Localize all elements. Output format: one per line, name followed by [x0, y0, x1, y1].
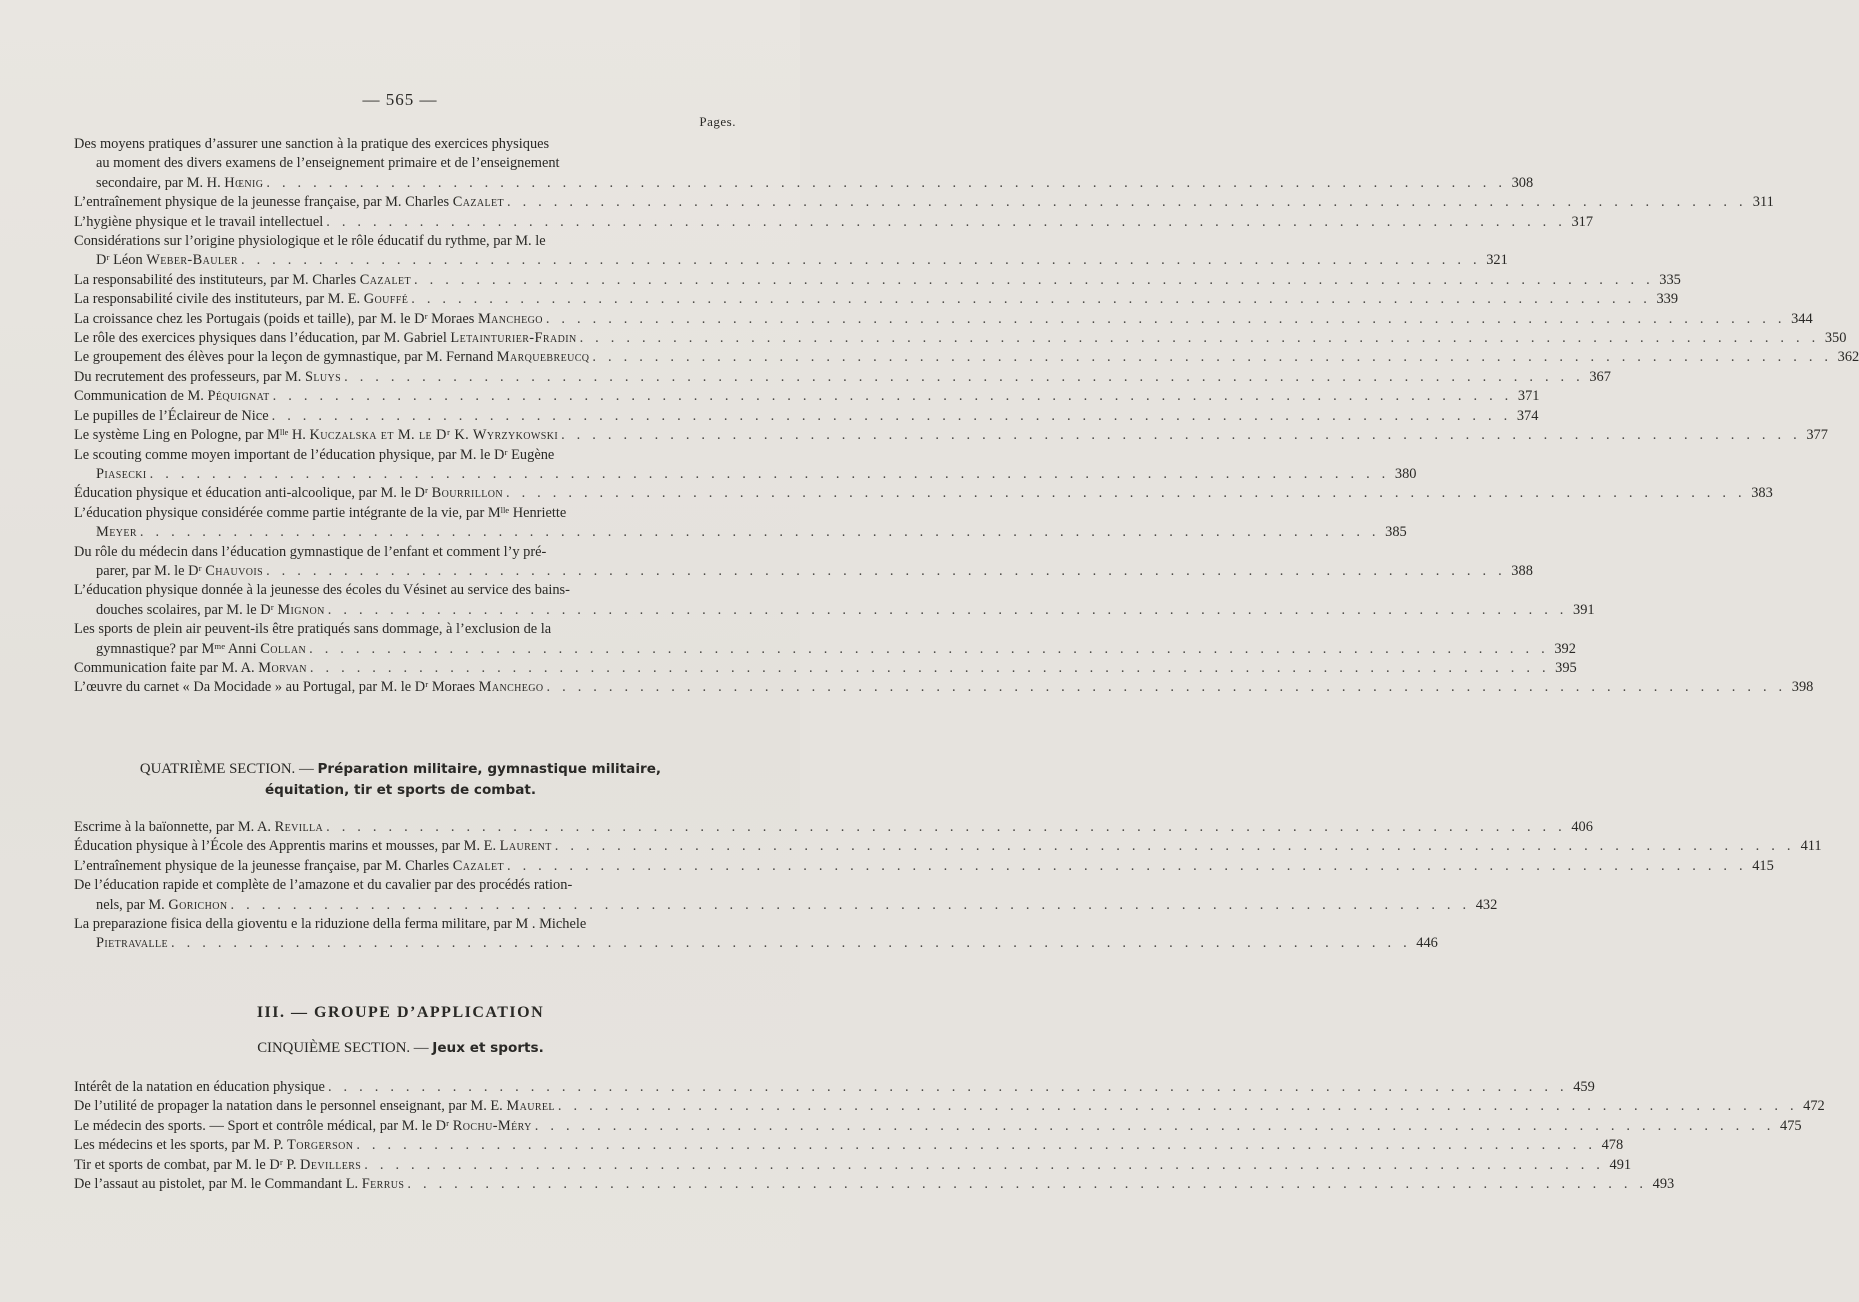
- toc-entry: [74, 232, 1508, 271]
- entry-title-text: La responsabilité des instituteurs, par M. Charles: [74, 271, 360, 288]
- toc-entry-line: Les sports de plein air peuvent-ils être pratiqués sans dommage, à l’exclusion de la: [74, 621, 552, 638]
- toc-entry-last-line: [74, 368, 1611, 387]
- entry-author: Bourrillon: [431, 485, 503, 502]
- leader-dots: . . . . . . . . . . . . . . . . . . . . . . . . . . . . . . . . . . . . . . . . . . . . . . . . . . . . . . . . . . . . . . . . . . . . . . . . . . . . . . . .: [356, 1137, 1597, 1154]
- toc-entry-line: Considérations sur l’origine physiologique et le rôle éducatif du rythme, par M. le: [74, 233, 546, 250]
- toc-entry-last-line: [74, 271, 1681, 290]
- entry-author: Cazalet: [452, 857, 504, 874]
- leader-dots: . . . . . . . . . . . . . . . . . . . . . . . . . . . . . . . . . . . . . . . . . . . . . . . . . . . . . . . . . . . . . . . . . . . . . . . . . . . . . . . .: [414, 271, 1654, 288]
- toc-entry: [74, 407, 1539, 426]
- toc-entry: [74, 213, 1594, 232]
- toc-entry: [74, 504, 1407, 543]
- entry-page-number: 388: [1511, 562, 1533, 579]
- entry-page-number: 383: [1751, 485, 1773, 502]
- entry-title-text: Le système Ling en Pologne, par Mˡˡᵉ H.: [74, 427, 310, 444]
- toc-entry-last-line: [74, 659, 1577, 678]
- entry-author: Mignon: [277, 601, 325, 618]
- toc-entry: [74, 310, 1813, 329]
- toc-entry: [74, 543, 1533, 582]
- toc-entry-text: [74, 1117, 532, 1136]
- toc-list-section-5: [74, 1078, 1825, 1194]
- toc-entry: [74, 659, 1577, 678]
- toc-entry: [74, 581, 1595, 620]
- toc-entry: [74, 484, 1773, 503]
- leader-dots: . . . . . . . . . . . . . . . . . . . . . . . . . . . . . . . . . . . . . . . . . . . . . . . . . . . . . . . . . . . . . . . . . . . . . . . . . . . . . . . .: [506, 194, 1747, 211]
- toc-entry-text: [96, 465, 147, 484]
- entry-page-number: 374: [1516, 407, 1539, 424]
- entry-author: Marquebreucq: [496, 349, 590, 366]
- leader-dots: . . . . . . . . . . . . . . . . . . . . . . . . . . . . . . . . . . . . . . . . . . . . . . . . . . . . . . . . . . . . . . . . . . . . . . . . . . . . . . . .: [327, 601, 1568, 618]
- toc-entry-last-line: [74, 1117, 1802, 1136]
- leader-dots: . . . . . . . . . . . . . . . . . . . . . . . . . . . . . . . . . . . . . . . . . . . . . . . . . . . . . . . . . . . . . . . . . . . . . . . . . . . . . . . .: [326, 819, 1566, 835]
- entry-page-number: 311: [1752, 194, 1774, 211]
- entry-author: Cazalet: [359, 271, 412, 288]
- toc-entry-text: [74, 271, 411, 290]
- entry-title-text: La responsabilité civile des instituteurs, par M. E.: [74, 291, 364, 308]
- toc-entry: [74, 290, 1679, 309]
- entry-author: Torgerson: [287, 1137, 354, 1154]
- toc-entry-text: [96, 562, 263, 581]
- leader-dots: . . . . . . . . . . . . . . . . . . . . . . . . . . . . . . . . . . . . . . . . . . . . . . . . . . . . . . . . . . . . . . . . . . . . . . . . . . . . . . . .: [326, 213, 1567, 230]
- entry-title-text: Dʳ Léon: [96, 252, 147, 269]
- toc-entry-text: [74, 1136, 353, 1155]
- toc-entry-text: [74, 659, 307, 678]
- entry-author: Revilla: [274, 819, 324, 835]
- toc-entry-last-line: [74, 1136, 1624, 1155]
- leader-dots: . . . . . . . . . . . . . . . . . . . . . . . . . . . . . . . . . . . . . . . . . . . . . . . . . . . . . . . . . . . . . . . . . . . . . . . . . . . . . . . .: [407, 1176, 1648, 1193]
- toc-entry: [74, 271, 1681, 290]
- entry-title-text: Escrime à la baïonnette, par M. A.: [74, 819, 275, 835]
- toc-entry-text: [74, 1156, 361, 1175]
- entry-title-text: Le médecin des sports. — Sport et contrôle médical, par M. le Dʳ: [74, 1117, 453, 1134]
- toc-entry-text: [96, 896, 228, 915]
- leader-dots: . . . . . . . . . . . . . . . . . . . . . . . . . . . . . . . . . . . . . . . . . . . . . . . . . . . . . . . . . . . . . . . . . . . . . . . . . . . . . . . .: [546, 679, 1787, 696]
- entry-page-number: 478: [1601, 1137, 1624, 1154]
- toc-entry-text: [74, 407, 269, 426]
- entry-author: Piasecki: [96, 465, 147, 482]
- toc-entry-last-line: [74, 1156, 1632, 1175]
- entry-title-text: Tir et sports de combat, par M. le Dʳ P.: [74, 1156, 301, 1173]
- entry-author: Rochu-Méry: [452, 1117, 532, 1134]
- toc-entry: [74, 446, 1417, 485]
- leader-dots: . . . . . . . . . . . . . . . . . . . . . . . . . . . . . . . . . . . . . . . . . . . . . . . . . . . . . . . . . . . . . . . . . . . . . . . . . . . . . . . .: [505, 485, 1746, 502]
- entry-title-text: Les médecins et les sports, par M. P.: [74, 1137, 288, 1154]
- entry-page-number: 491: [1609, 1156, 1632, 1173]
- section-4-title-line-2: équitation, tir et sports de combat.: [264, 782, 537, 798]
- toc-entry: [74, 1175, 1675, 1194]
- leader-dots: . . . . . . . . . . . . . . . . . . . . . . . . . . . . . . . . . . . . . . . . . . . . . . . . . . . . . . . . . . . . . . . . . . . . . . . . . . . . . . . .: [230, 896, 1471, 913]
- toc-entry-text: [74, 818, 323, 837]
- group-title: III. — GROUPE D’APPLICATION: [256, 1004, 545, 1021]
- entry-page-number: 391: [1573, 601, 1595, 618]
- toc-entry-line: Le scouting comme moyen important de l’éducation physique, par M. le Dʳ Eugène: [74, 446, 555, 463]
- leader-dots: . . . . . . . . . . . . . . . . . . . . . . . . . . . . . . . . . . . . . . . . . . . . . . . . . . . . . . . . . . . . . . . . . . . . . . . . . . . . . . . .: [592, 349, 1833, 366]
- toc-list-section-4: [74, 818, 1822, 954]
- toc-entry: [74, 1136, 1624, 1155]
- leader-dots: . . . . . . . . . . . . . . . . . . . . . . . . . . . . . . . . . . . . . . . . . . . . . . . . . . . . . . . . . . . . . . . . . . . . . . . . . . . . . . . .: [327, 1079, 1568, 1095]
- entry-page-number: 398: [1791, 679, 1814, 696]
- toc-entry-last-line: [74, 193, 1774, 212]
- entry-title-text: Du recrutement des professeurs, par M.: [74, 368, 305, 385]
- toc-entry: [74, 915, 1438, 954]
- toc-entry-last-line: [74, 934, 1438, 953]
- toc-entry: [74, 387, 1540, 406]
- entry-page-number: 317: [1571, 213, 1594, 230]
- toc-entry-text: [74, 484, 503, 503]
- entry-title-text: De l’utilité de propager la natation dans le personnel enseignant, par M. E.: [74, 1098, 507, 1115]
- leader-dots: . . . . . . . . . . . . . . . . . . . . . . . . . . . . . . . . . . . . . . . . . . . . . . . . . . . . . . . . . . . . . . . . . . . . . . . . . . . . . . . .: [545, 310, 1786, 327]
- toc-entry: [74, 837, 1822, 856]
- entry-author: Hœnig: [224, 174, 264, 191]
- toc-entry-text: [74, 290, 408, 309]
- entry-title-text: Éducation physique à l’École des Apprentis marins et mousses, par M. E.: [74, 838, 500, 855]
- leader-dots: . . . . . . . . . . . . . . . . . . . . . . . . . . . . . . . . . . . . . . . . . . . . . . . . . . . . . . . . . . . . . . . . . . . . . . . . . . . . . . . .: [309, 659, 1550, 676]
- toc-entry-last-line: [74, 1175, 1675, 1194]
- section-5-title: Jeux et sports.: [432, 1040, 544, 1056]
- leader-dots: . . . . . . . . . . . . . . . . . . . . . . . . . . . . . . . . . . . . . . . . . . . . . . . . . . . . . . . . . . . . . . . . . . . . . . . . . . . . . . . .: [271, 407, 1512, 424]
- toc-entry-text: [74, 387, 270, 406]
- entry-title-text: Le rôle des exercices physiques dans l’éducation, par M. Gabriel: [74, 330, 451, 347]
- toc-entry-last-line: [74, 407, 1539, 426]
- entry-title-text: Communication de M.: [74, 388, 208, 405]
- entry-title-text: Le pupilles de l’Éclaireur de Nice: [74, 407, 269, 424]
- entry-title-text: Communication faite par M. A.: [74, 659, 259, 676]
- toc-entry-last-line: [74, 465, 1417, 484]
- toc-entry-line: Du rôle du médecin dans l’éducation gymnastique de l’enfant et comment l’y pré-: [74, 543, 547, 560]
- leader-dots: . . . . . . . . . . . . . . . . . . . . . . . . . . . . . . . . . . . . . . . . . . . . . . . . . . . . . . . . . . . . . . . . . . . . . . . . . . . . . . . .: [579, 330, 1820, 347]
- entry-author: Sluys: [304, 368, 342, 385]
- toc-entry-last-line: [74, 213, 1594, 232]
- section-4-title-line-1: Préparation militaire, gymnastique militaire,: [317, 761, 662, 777]
- entry-author: Gorichon: [168, 896, 228, 913]
- entry-title-text: secondaire, par M. H.: [96, 174, 225, 191]
- entry-page-number: 385: [1385, 524, 1407, 541]
- leader-dots: . . . . . . . . . . . . . . . . . . . . . . . . . . . . . . . . . . . . . . . . . . . . . . . . . . . . . . . . . . . . . . . . . . . . . . . . . . . . . . . .: [364, 1156, 1605, 1173]
- entry-title-text: Éducation physique et éducation anti-alcoolique, par M. le Dʳ: [74, 485, 432, 502]
- toc-entry-last-line: [74, 290, 1679, 309]
- toc-entry-last-line: [74, 896, 1498, 915]
- toc-entry-text: [74, 1078, 325, 1097]
- toc-entry: [74, 876, 1498, 915]
- leader-dots: . . . . . . . . . . . . . . . . . . . . . . . . . . . . . . . . . . . . . . . . . . . . . . . . . . . . . . . . . . . . . . . . . . . . . . . . . . . . . . . .: [506, 857, 1747, 874]
- entry-page-number: 446: [1416, 935, 1438, 952]
- toc-entry-text: [96, 251, 238, 270]
- toc-entry-last-line: [74, 387, 1540, 406]
- toc-entry-line: L’éducation physique considérée comme partie intégrante de la vie, par Mˡˡᵉ Henriette: [74, 504, 567, 521]
- pages-column-label: Pages.: [699, 114, 736, 129]
- leader-dots: . . . . . . . . . . . . . . . . . . . . . . . . . . . . . . . . . . . . . . . . . . . . . . . . . . . . . . . . . . . . . . . . . . . . . . . . . . . . . . . .: [266, 562, 1506, 579]
- toc-entry-line: La preparazione fisica della gioventu e la riduzione della ferma militare, par M . Michele: [74, 916, 587, 933]
- leader-dots: . . . . . . . . . . . . . . . . . . . . . . . . . . . . . . . . . . . . . . . . . . . . . . . . . . . . . . . . . . . . . . . . . . . . . . . . . . . . . . . .: [411, 291, 1652, 308]
- entry-page-number: 321: [1486, 252, 1508, 269]
- entry-title-text: Le groupement des élèves pour la leçon de gymnastique, par M. Fernand: [74, 349, 497, 366]
- entry-page-number: 392: [1554, 640, 1576, 657]
- toc-entry: [74, 678, 1814, 697]
- toc-entry-last-line: [74, 348, 1859, 367]
- entry-author: Cazalet: [452, 194, 504, 211]
- entry-author: Weber-Bauler: [146, 252, 238, 269]
- leader-dots: . . . . . . . . . . . . . . . . . . . . . . . . . . . . . . . . . . . . . . . . . . . . . . . . . . . . . . . . . . . . . . . . . . . . . . . . . . . . . . . .: [554, 838, 1795, 855]
- entry-title-text: parer, par M. le Dʳ: [96, 562, 206, 579]
- entry-title-text: L’œuvre du carnet « Da Mocidade » au Portugal, par M. le Dʳ Moraes: [74, 679, 479, 696]
- entry-author: Maurel: [506, 1098, 555, 1115]
- entry-author: Pietravalle: [96, 935, 169, 952]
- entry-author: Gouffé: [363, 291, 409, 308]
- entry-page-number: 339: [1656, 291, 1679, 308]
- toc-entry-last-line: [74, 1097, 1825, 1116]
- toc-entry-last-line: [74, 678, 1814, 697]
- entry-title-text: nels, par M.: [96, 896, 169, 913]
- entry-page-number: 350: [1824, 330, 1847, 347]
- toc-entry-last-line: [74, 251, 1508, 270]
- toc-entry: [74, 1078, 1595, 1097]
- toc-entry-last-line: [74, 562, 1533, 581]
- entry-page-number: 493: [1652, 1176, 1675, 1193]
- leader-dots: . . . . . . . . . . . . . . . . . . . . . . . . . . . . . . . . . . . . . . . . . . . . . . . . . . . . . . . . . . . . . . . . . . . . . . . . . . . . . . . .: [344, 368, 1584, 385]
- toc-entry-last-line: [74, 310, 1813, 329]
- toc-entry-text: [96, 601, 325, 620]
- entry-author: Laurent: [499, 838, 552, 855]
- toc-entry-line: au moment des divers examens de l’enseignement primaire et de l’enseignement: [96, 155, 560, 172]
- toc-entry-text: [74, 193, 504, 212]
- entry-page-number: 472: [1803, 1098, 1825, 1115]
- leader-dots: . . . . . . . . . . . . . . . . . . . . . . . . . . . . . . . . . . . . . . . . . . . . . . . . . . . . . . . . . . . . . . . . . . . . . . . . . . . . . . . .: [139, 524, 1380, 541]
- toc-entry: [74, 348, 1859, 367]
- toc-entry-text: [74, 857, 504, 876]
- entry-author: Devillers: [300, 1156, 362, 1173]
- toc-entry: [74, 818, 1593, 837]
- toc-entry-last-line: [74, 329, 1847, 348]
- entry-page-number: 395: [1555, 659, 1577, 676]
- entry-page-number: 371: [1517, 388, 1540, 405]
- entry-author: Manchego: [477, 310, 543, 327]
- toc-entry: [74, 135, 1534, 193]
- section-heading-5: [74, 1038, 727, 1059]
- entry-author: Péquignat: [207, 388, 270, 405]
- entry-author: Manchego: [478, 679, 544, 696]
- toc-entry: [74, 426, 1828, 445]
- entry-author: Morvan: [258, 659, 307, 676]
- leader-dots: . . . . . . . . . . . . . . . . . . . . . . . . . . . . . . . . . . . . . . . . . . . . . . . . . . . . . . . . . . . . . . . . . . . . . . . . . . . . . . . .: [149, 465, 1390, 482]
- section-5-prefix: CINQUIÈME SECTION. —: [257, 1040, 433, 1056]
- leader-dots: . . . . . . . . . . . . . . . . . . . . . . . . . . . . . . . . . . . . . . . . . . . . . . . . . . . . . . . . . . . . . . . . . . . . . . . . . . . . . . . .: [561, 427, 1801, 444]
- toc-entry: [74, 857, 1774, 876]
- leader-dots: . . . . . . . . . . . . . . . . . . . . . . . . . . . . . . . . . . . . . . . . . . . . . . . . . . . . . . . . . . . . . . . . . . . . . . . . . . . . . . . .: [557, 1098, 1798, 1115]
- entry-page-number: 459: [1573, 1079, 1595, 1095]
- leader-dots: . . . . . . . . . . . . . . . . . . . . . . . . . . . . . . . . . . . . . . . . . . . . . . . . . . . . . . . . . . . . . . . . . . . . . . . . . . . . . . . .: [534, 1117, 1775, 1134]
- leader-dots: . . . . . . . . . . . . . . . . . . . . . . . . . . . . . . . . . . . . . . . . . . . . . . . . . . . . . . . . . . . . . . . . . . . . . . . . . . . . . . . .: [171, 935, 1411, 952]
- toc-entry-line: Des moyens pratiques d’assurer une sanction à la pratique des exercices physiques: [74, 136, 550, 152]
- entry-page-number: 362: [1837, 349, 1859, 366]
- entry-title-text: L’entraînement physique de la jeunesse française, par M. Charles: [74, 857, 453, 874]
- entry-author: Kuczalska et M. le Dʳ K. Wyrzykowski: [309, 427, 559, 444]
- leader-dots: . . . . . . . . . . . . . . . . . . . . . . . . . . . . . . . . . . . . . . . . . . . . . . . . . . . . . . . . . . . . . . . . . . . . . . . . . . . . . . . .: [240, 252, 1481, 269]
- toc-entry-last-line: [74, 523, 1407, 542]
- toc-entry-text: [96, 640, 306, 659]
- toc-list-section-3: [74, 135, 1859, 698]
- entry-title-text: L’entraînement physique de la jeunesse française, par M. Charles: [74, 194, 453, 211]
- toc-entry-line: De l’éducation rapide et complète de l’amazone et du cavalier par des procédés ration-: [74, 877, 573, 894]
- toc-entry-last-line: [74, 837, 1822, 856]
- toc-entry: [74, 1117, 1802, 1136]
- entry-page-number: 415: [1752, 857, 1774, 874]
- entry-title-text: douches scolaires, par M. le Dʳ: [96, 601, 278, 618]
- toc-entry-text: [96, 934, 168, 953]
- section-heading-4: [74, 759, 727, 801]
- toc-entry-text: [74, 348, 589, 367]
- toc-entry-text: [74, 368, 341, 387]
- toc-entry: [74, 1097, 1825, 1116]
- entry-page-number: 377: [1806, 427, 1828, 444]
- entry-author: Chauvois: [205, 562, 264, 579]
- toc-entry-text: [74, 329, 577, 348]
- entry-page-number: 344: [1791, 310, 1813, 327]
- toc-entry-text: [74, 837, 552, 856]
- entry-title-text: La croissance chez les Portugais (poids et taille), par M. le Dʳ Moraes: [74, 310, 478, 327]
- entry-page-number: 367: [1589, 368, 1611, 385]
- entry-page-number: 406: [1571, 819, 1593, 835]
- toc-entry-text: [74, 426, 558, 445]
- entry-author: Collan: [260, 640, 307, 657]
- toc-entry: [74, 368, 1611, 387]
- section-4-prefix: QUATRIÈME SECTION. —: [139, 761, 318, 777]
- entry-author: Meyer: [96, 524, 137, 541]
- toc-entry-last-line: [74, 426, 1828, 445]
- toc-entry-last-line: [74, 640, 1576, 659]
- entry-title-text: gymnastique? par Mᵐᵉ Anni: [96, 640, 261, 657]
- toc-entry-last-line: [74, 174, 1534, 193]
- entry-page-number: 475: [1780, 1117, 1802, 1134]
- page-number: — 565 —: [362, 90, 438, 109]
- toc-entry-text: [96, 523, 137, 542]
- entry-page-number: 432: [1475, 896, 1498, 913]
- toc-entry-last-line: [74, 818, 1593, 837]
- toc-entry-last-line: [74, 857, 1774, 876]
- entry-page-number: 308: [1511, 174, 1534, 191]
- toc-entry-text: [96, 174, 263, 193]
- toc-entry: [74, 329, 1847, 348]
- entry-title-text: Intérêt de la natation en éducation physique: [74, 1079, 325, 1095]
- leader-dots: . . . . . . . . . . . . . . . . . . . . . . . . . . . . . . . . . . . . . . . . . . . . . . . . . . . . . . . . . . . . . . . . . . . . . . . . . . . . . . . .: [266, 174, 1507, 191]
- entry-page-number: 411: [1800, 838, 1822, 855]
- toc-entry: [74, 193, 1774, 212]
- leader-dots: . . . . . . . . . . . . . . . . . . . . . . . . . . . . . . . . . . . . . . . . . . . . . . . . . . . . . . . . . . . . . . . . . . . . . . . . . . . . . . . .: [309, 640, 1549, 657]
- toc-entry: [74, 1156, 1632, 1175]
- toc-entry-line: L’éducation physique donnée à la jeunesse des écoles du Vésinet au service des bains-: [74, 582, 570, 599]
- leader-dots: . . . . . . . . . . . . . . . . . . . . . . . . . . . . . . . . . . . . . . . . . . . . . . . . . . . . . . . . . . . . . . . . . . . . . . . . . . . . . . . .: [272, 388, 1513, 405]
- entry-page-number: 335: [1659, 271, 1681, 288]
- entry-title-text: De l’assaut au pistolet, par M. le Commandant L.: [74, 1176, 362, 1193]
- toc-entry-text: [74, 213, 323, 232]
- toc-entry-text: [74, 1097, 555, 1116]
- toc-entry-text: [74, 310, 543, 329]
- toc-entry-last-line: [74, 1078, 1595, 1097]
- toc-entry: [74, 620, 1576, 659]
- toc-entry-text: [74, 678, 544, 697]
- toc-entry-text: [74, 1175, 404, 1194]
- entry-author: Ferrus: [361, 1176, 405, 1193]
- toc-entry-last-line: [74, 484, 1773, 503]
- entry-page-number: 380: [1394, 465, 1417, 482]
- toc-entry-last-line: [74, 601, 1595, 620]
- entry-author: Letainturier-Fradin: [450, 330, 577, 347]
- entry-title-text: L’hygiène physique et le travail intellectuel: [74, 213, 324, 230]
